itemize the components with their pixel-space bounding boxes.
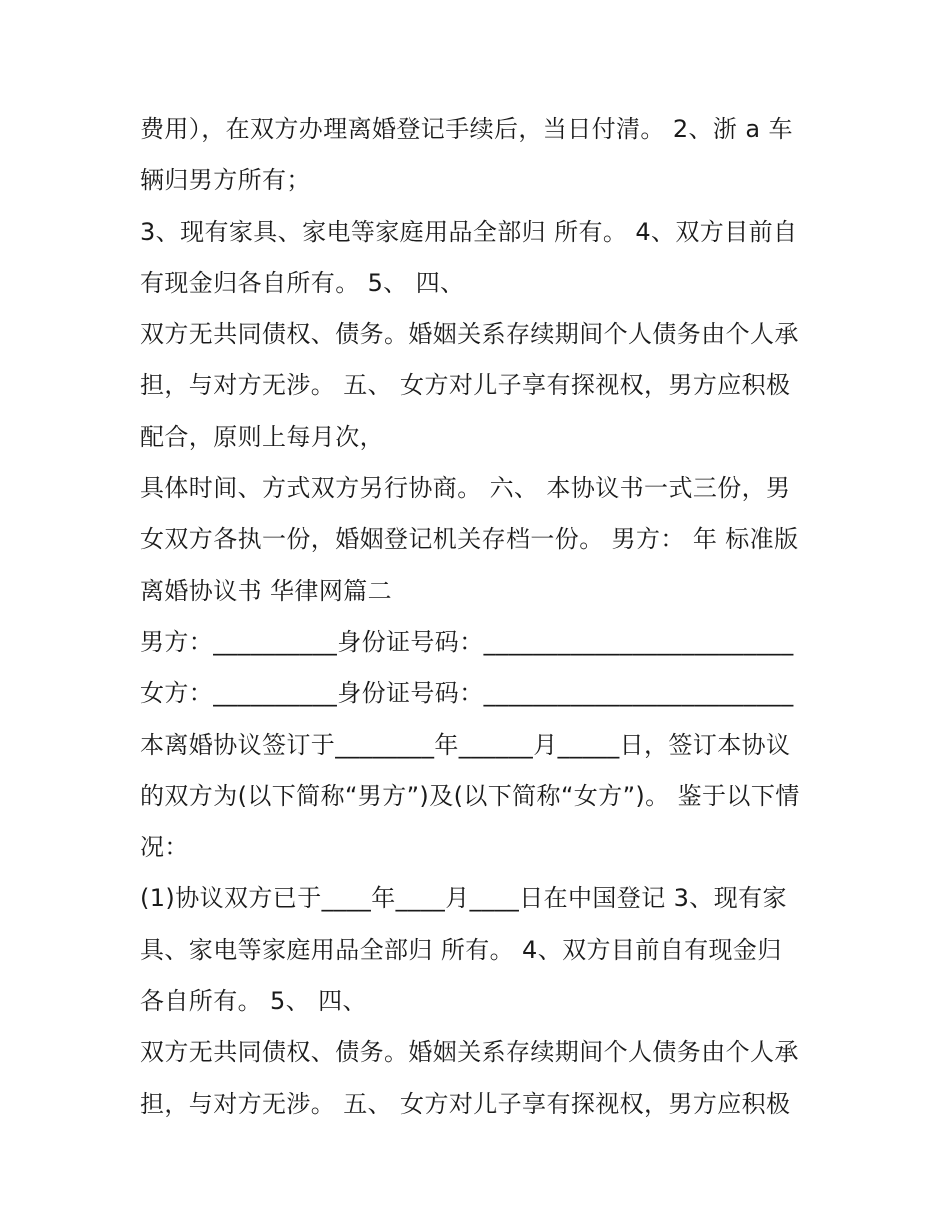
text-line: 担，与对方无涉。 五、 女方对儿子享有探视权，男方应积极 — [140, 371, 791, 400]
text-line: (1)协议双方已于____年____月____日在中国登记 3、现有家 — [140, 884, 787, 913]
text-line: 有现金归各自所有。 5、 四、 — [140, 268, 465, 297]
text-line: 女方：__________身份证号码：_________________________ — [140, 679, 794, 708]
text-line: 离婚协议书 华律网篇二 — [140, 576, 393, 605]
text-line: 双方无共同债权、债务。婚姻关系存续期间个人债务由个人承 — [140, 320, 799, 349]
text-line: 费用），在双方办理离婚登记手续后，当日付清。 2、浙 a 车 — [140, 115, 793, 143]
text-line: 具、家电等家庭用品全部归 所有。 4、双方目前自有现金归 — [140, 935, 782, 964]
text-line: 况： — [140, 833, 189, 862]
text-line: 双方无共同债权、债务。婚姻关系存续期间个人债务由个人承 — [140, 1038, 799, 1067]
text-line: 女双方各执一份，婚姻登记机关存档一份。 男方： 年 标准版 — [140, 525, 799, 554]
text-line: 具体时间、方式双方另行协商。 六、 本协议书一式三份，男 — [140, 474, 791, 503]
text-line: 的双方为(以下简称“男方”)及(以下简称“女方”)。 鉴于以下情 — [140, 781, 800, 810]
text-line: 辆归男方所有； — [140, 166, 311, 195]
text-line: 男方：__________身份证号码：_________________________ — [140, 627, 794, 656]
text-line: 担，与对方无涉。 五、 女方对儿子享有探视权，男方应积极 — [140, 1089, 791, 1118]
text-line: 各自所有。 5、 四、 — [140, 987, 367, 1016]
text-line: 本离婚协议签订于________年______月_____日，签订本协议 — [140, 730, 791, 759]
text-line: 配合，原则上每月次， — [140, 422, 384, 451]
text-line: 3、现有家具、家电等家庭用品全部归 所有。 4、双方目前自 — [140, 217, 798, 246]
document-body — [140, 104, 840, 1130]
